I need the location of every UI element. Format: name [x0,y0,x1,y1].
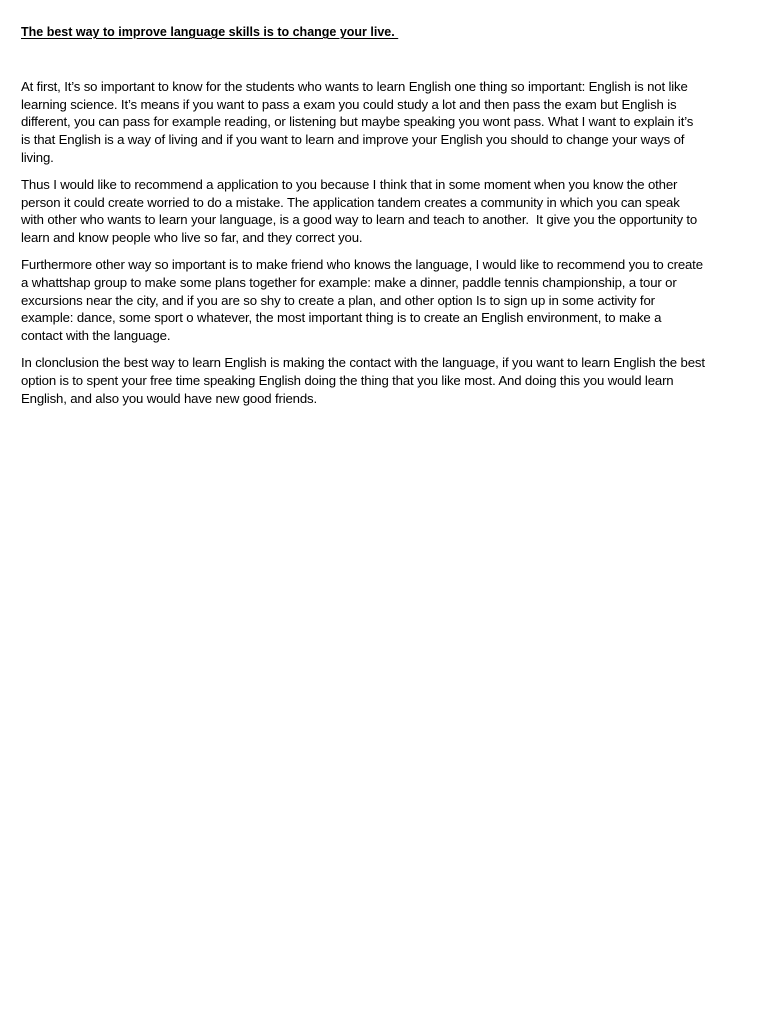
document-body [21,78,709,417]
document-title: The best way to improve language skills is to change your live. [21,25,399,39]
paragraph-conclusion: In clonclusion the best way to learn English is making the contact with the language, if you want to learn English the best option is to spent your free time speaking English doing the thing that you like most. And doing this you would learn English, and also you would have new good friends. [21,355,709,406]
paragraph-intro: At first, It’s so important to know for the students who wants to learn English one thing so important: English is not like learning science. It’s means if you want to pass a exam you could study a lot and then pass the exam but English is different, you can pass for example reading, or listening but maybe speaking you wont pass. What I want to explain it’s is that English is a way of living and if you want to learn and improve your English you should to change your ways of living. [21,79,697,165]
paragraph-friends: Furthermore other way so important is to make friend who knows the language, I would like to recommend you to create a whattshap group to make some plans together for example: make a dinner, paddle tennis championship, a tour or excursions near the city, and if you are so shy to create a plan, and other option Is to sign up in some activity for example: dance, some sport o whatever, the most important thing is to create an English environment, to make a contact with the language. [21,257,707,344]
paragraph-application: Thus I would like to recommend a application to you because I think that in some moment when you know the other person it could create worried to do a mistake. The application tandem creates a community in which you can speak with other who wants to learn your language, is a good way to learn and teach to another. It give you the opportunity to learn and know people who live so far, and they correct you. [21,177,701,246]
